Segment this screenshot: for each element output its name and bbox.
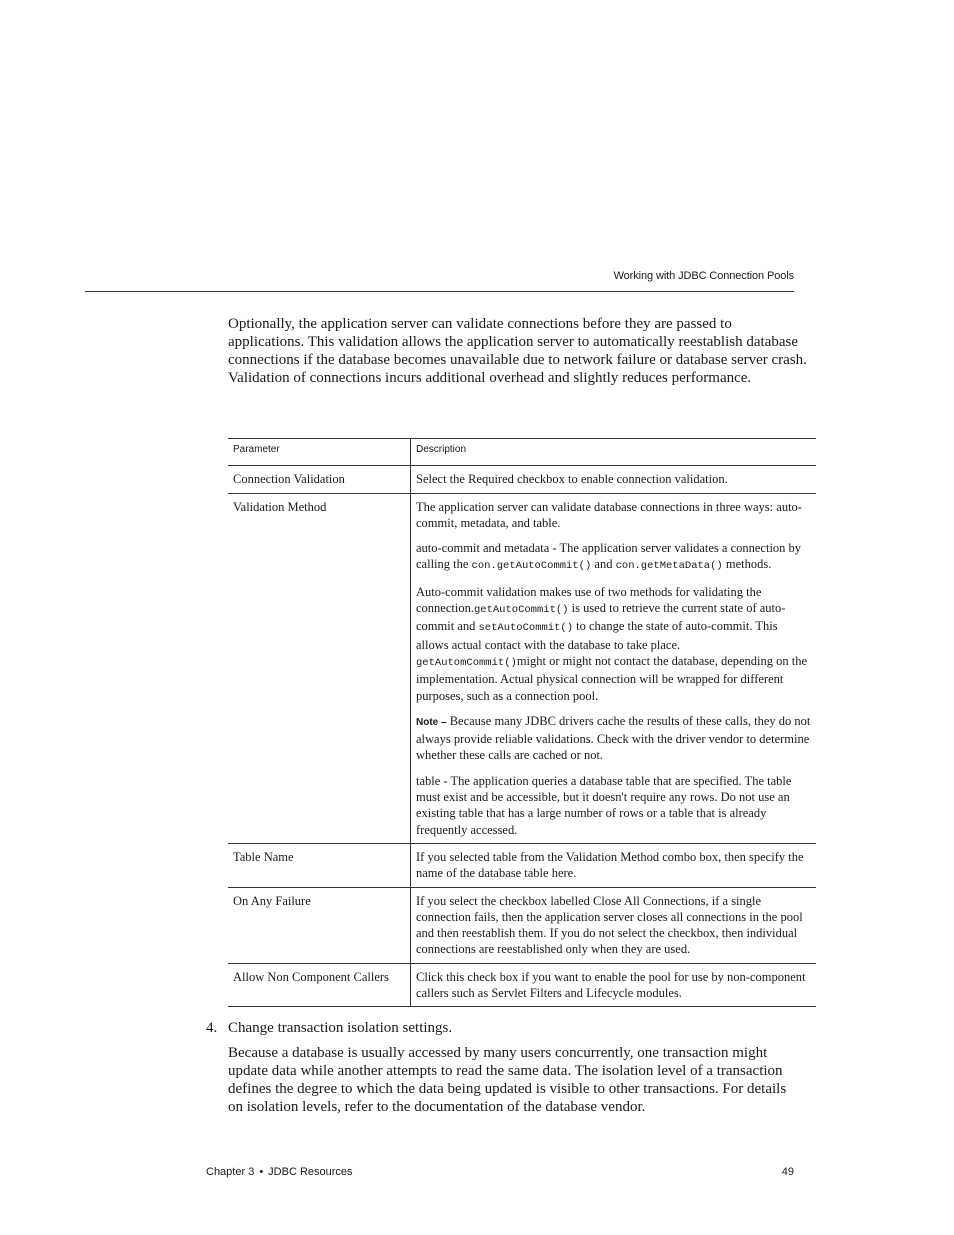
note-text: Because many JDBC drivers cache the results of these calls, they do not always provide reliable validations. Check with the driver vendor to determine whether these calls are cached or not. — [416, 713, 811, 763]
text-segment: is used to retrieve the current state of auto-commit and — [416, 601, 786, 634]
table-row — [228, 843, 816, 887]
validation-method-autocommit-detail — [416, 584, 811, 704]
code-get-auto-commit: getAutoCommit() — [473, 604, 569, 617]
footer-section: JDBC Resources — [268, 1166, 353, 1178]
validation-method-table: table - The application queries a database table that are specified. The table must exist and be accessible, but it doesn't require any rows. Do not use an existing table that has a large number of rows or a table that is already frequently accessed. — [416, 773, 792, 837]
desc-table-name: If you selected table from the Validation Method combo box, then specify the name of the database table here. — [411, 843, 817, 887]
code-get-autom-commit: getAutomCommit() — [416, 656, 517, 669]
param-table-name: Table Name — [228, 843, 411, 887]
table-row — [228, 963, 816, 1007]
text-segment: and — [591, 557, 616, 572]
text-segment: auto-commit and metadata - The application server validates a connection by calling the — [416, 541, 802, 572]
param-allow-non-component-callers: Allow Non Component Callers — [228, 963, 411, 1007]
footer-chapter-label: Chapter 3 — [206, 1166, 255, 1178]
validation-method-overview: The application server can validate database connections in three ways: auto-commit, metadata, and table. — [416, 499, 802, 530]
param-validation-method: Validation Method — [228, 493, 411, 843]
footer-bullet: • — [259, 1166, 264, 1178]
running-header — [85, 268, 794, 292]
desc-validation-method — [411, 493, 817, 843]
header-parameter: Parameter — [228, 439, 411, 466]
parameter-table — [228, 438, 816, 1007]
table-row — [228, 466, 816, 493]
text-segment: methods. — [722, 557, 772, 572]
desc-connection-validation: Select the Required checkbox to enable connection validation. — [411, 466, 817, 493]
text-segment: to change the state of auto-commit. This allows actual contact with the database to take place. — [416, 619, 778, 652]
text-segment: might or might not contact the database, depending on the implementation. Actual physical connection will be wrapped for different purposes, such as a connection pool. — [416, 653, 808, 703]
header-description: Description — [411, 439, 817, 466]
param-connection-validation: Connection Validation — [228, 466, 411, 493]
note-label: Note – — [416, 716, 447, 728]
validation-method-note — [416, 713, 811, 764]
step-text: Change transaction isolation settings. — [228, 1020, 453, 1036]
code-get-auto-commit: con.getAutoCommit() — [471, 560, 592, 573]
code-set-auto-commit: setAutoCommit() — [478, 622, 574, 635]
desc-on-any-failure: If you select the checkbox labelled Close All Connections, if a single connection fails, then the application server closes all connections in the pool and then reestablish them. If you do not select the checkbox, then individual connections are reestablished only when they are used. — [411, 887, 817, 963]
table-row — [228, 887, 816, 963]
text-segment: Auto-commit validation makes use of two methods for validating the connection. — [416, 584, 762, 616]
intro-paragraph: Optionally, the application server can validate connections before they are passed to applications. This validation allows the application server to automatically reestablish database connections if the database becomes unavailable due to network failure or database server crash. Validation of connections incurs additional overhead and slightly reduces performance. — [228, 316, 807, 386]
param-on-any-failure: On Any Failure — [228, 887, 411, 963]
footer-chapter — [206, 1164, 353, 1180]
table-header-row — [228, 439, 816, 466]
code-get-meta-data: con.getMetaData() — [615, 560, 723, 573]
step-number: 4. — [206, 1020, 218, 1036]
step-paragraph: Because a database is usually accessed by many users concurrently, one transaction might update data while another attempts to read the same data. The isolation level of a transaction defines the degree to which the data being updated is visible to other transactions. For details on isolation levels, refer to the documentation of the database vendor. — [228, 1045, 787, 1115]
table-row — [228, 493, 816, 843]
footer-page-number: 49 — [781, 1166, 794, 1178]
running-header-title: Working with JDBC Connection Pools — [613, 270, 794, 282]
validation-method-autocommit-metadata — [416, 540, 811, 575]
desc-allow-non-component-callers: Click this check box if you want to enable the pool for use by non-component callers such as Servlet Filters and Lifecycle modules. — [411, 963, 817, 1007]
